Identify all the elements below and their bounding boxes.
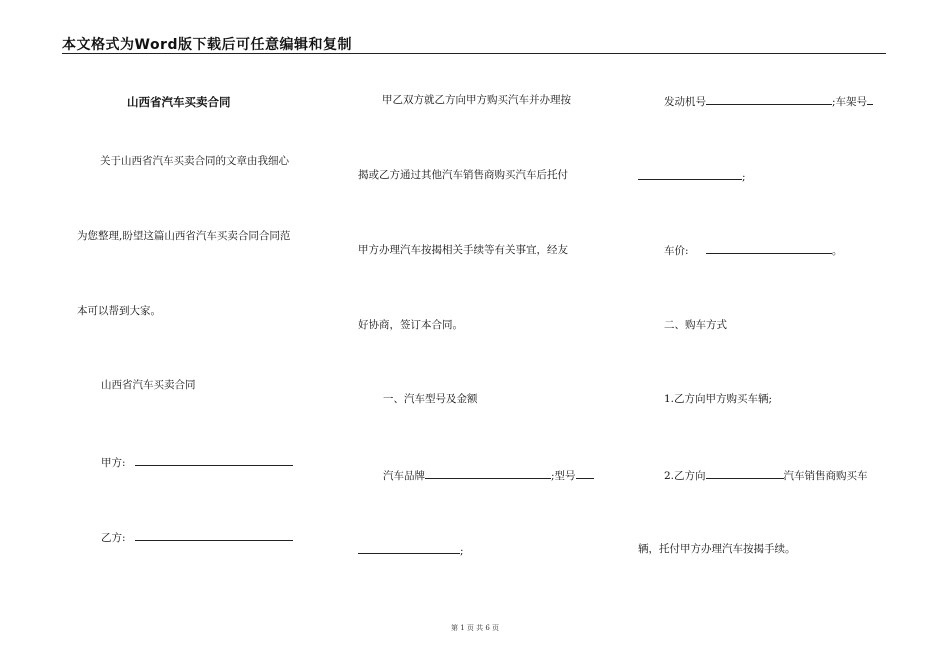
party-b-line: [101, 529, 293, 545]
intro-line-2: 为您整理,盼望这篇山西省汽车买卖合同合同范: [77, 230, 291, 242]
engine-label: 发动机号: [664, 96, 706, 108]
party-b-label: 乙方:: [101, 532, 126, 544]
party-a-label: 甲方:: [101, 457, 126, 469]
header-rule: [62, 53, 886, 54]
brand-label: 汽车品牌: [383, 470, 425, 482]
dealer-blank: [706, 467, 784, 479]
contract-title: 山西省汽车买卖合同: [127, 95, 231, 109]
intro-line-1: 关于山西省汽车买卖合同的文章由我细心: [100, 155, 289, 167]
price-blank: [706, 242, 832, 254]
document-banner: 本文格式为Word版下载后可任意编辑和复制: [62, 37, 352, 53]
section-1-heading: 一、汽车型号及金额: [383, 393, 478, 405]
engine-frame-line: [664, 93, 873, 109]
model-cont-semicolon: ;: [460, 545, 464, 557]
model-cont-blank: [358, 542, 460, 554]
item-2-suffix: 汽车销售商购买车: [783, 470, 868, 482]
party-a-line: [101, 454, 293, 470]
contract-subtitle: 山西省汽车买卖合同: [101, 379, 196, 391]
frame-cont-blank: [638, 168, 742, 180]
frame-blank: [867, 93, 873, 105]
col2-line-2: 揭或乙方通过其他汽车销售商购买汽车后托付: [358, 169, 568, 181]
price-label: 车价:: [664, 245, 689, 257]
col2-line-1: 甲乙双方就乙方向甲方购买汽车并办理按: [382, 94, 571, 106]
purchase-item-1: 1.乙方向甲方购买车辆;: [664, 393, 773, 405]
model-label: ;型号: [551, 470, 576, 482]
frame-label: ;车架号: [832, 96, 868, 108]
model-blank: [576, 467, 594, 479]
section-2-heading: 二、购车方式: [664, 319, 727, 331]
party-b-blank: [135, 529, 293, 541]
price-line: [664, 242, 842, 258]
page-number: 第 1 页 共 6 页: [450, 624, 500, 632]
engine-blank: [706, 93, 832, 105]
brand-blank: [425, 467, 551, 479]
item-2-prefix: 2.乙方向: [664, 470, 706, 482]
party-a-blank: [135, 454, 293, 466]
frame-cont-line: [638, 168, 746, 184]
purchase-item-2: [664, 467, 868, 483]
model-cont-line: [358, 542, 464, 558]
price-end: 。: [831, 245, 843, 257]
brand-model-line: [383, 467, 594, 483]
col2-line-3: 甲方办理汽车按揭相关手续等有关事宜，经友: [358, 244, 568, 256]
purchase-item-2-cont: 辆，托付甲方办理汽车按揭手续。: [638, 543, 796, 555]
col2-line-4: 好协商，签订本合同。: [358, 319, 463, 331]
intro-line-3: 本可以帮到大家。: [77, 305, 161, 317]
frame-cont-semicolon: ;: [742, 171, 746, 183]
